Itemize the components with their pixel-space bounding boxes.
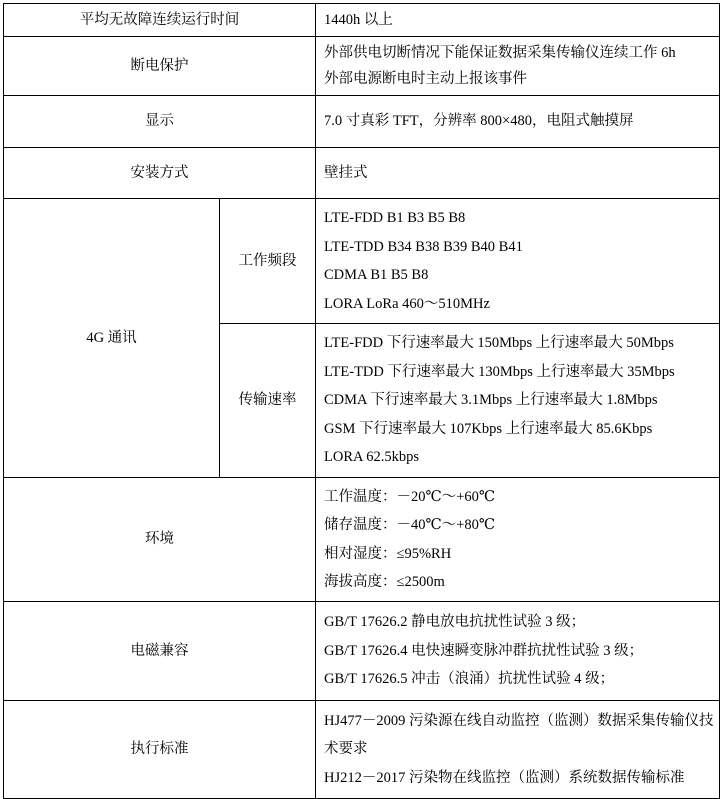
- value-line: 相对湿度：≤95%RH: [324, 545, 452, 562]
- row-value: [316, 199, 720, 324]
- table-row: [4, 96, 720, 147]
- value-line: 壁挂式: [324, 164, 368, 181]
- value-line: LTE-FDD 下行速率最大 150Mbps 上行速率最大 50Mbps: [324, 335, 674, 352]
- table-row: [4, 477, 720, 602]
- value-line: CDMA 下行速率最大 3.1Mbps 上行速率最大 1.8Mbps: [324, 392, 658, 409]
- value-line: 外部供电切断情况下能保证数据采集传输仪连续工作 6h: [324, 45, 676, 62]
- value-line: 术要求: [324, 741, 368, 758]
- value-line: HJ212－2017 污染物在线监控（监测）系统数据传输标准: [324, 769, 685, 786]
- row-label: 执行标准: [4, 700, 316, 798]
- value-line: LTE-TDD B34 B38 B39 B40 B41: [324, 238, 523, 255]
- row-value: [316, 37, 720, 96]
- value-line: CDMA B1 B5 B8: [324, 267, 429, 284]
- row-label: 断电保护: [4, 37, 316, 96]
- row-label: 电磁兼容: [4, 602, 316, 700]
- row-value: [316, 324, 720, 477]
- table-row: [4, 4, 720, 37]
- row-label: 显示: [4, 96, 316, 147]
- value-line: GB/T 17626.5 冲击（浪涌）抗扰性试验 4 级；: [324, 671, 615, 688]
- value-line: LTE-TDD 下行速率最大 130Mbps 上行速率最大 35Mbps: [324, 363, 675, 380]
- row-label: 安装方式: [4, 147, 316, 198]
- table-row: [4, 37, 720, 96]
- table-row: [4, 199, 720, 324]
- value-line: 工作温度：－20℃～+60℃: [324, 488, 496, 505]
- value-line: LORA 62.5kbps: [324, 449, 420, 466]
- value-line: LTE-FDD B1 B3 B5 B8: [324, 210, 466, 227]
- value-line: 外部电源断电时主动上报该事件: [324, 70, 527, 87]
- row-value: [316, 700, 720, 798]
- value-line: 7.0 寸真彩 TFT，分辨率 800×480，电阻式触摸屏: [324, 113, 634, 130]
- document-page: [0, 3, 723, 786]
- table-row: [4, 147, 720, 198]
- row-label: 4G 通讯: [4, 199, 220, 477]
- value-line: 海拔高度：≤2500m: [324, 573, 445, 590]
- row-value: [316, 96, 720, 147]
- value-line: LORA LoRa 460～510MHz: [324, 295, 490, 312]
- specification-table: [3, 3, 720, 799]
- row-value: [316, 4, 720, 37]
- row-sublabel: 传输速率: [220, 324, 316, 477]
- value-line: GB/T 17626.4 电快速瞬变脉冲群抗扰性试验 3 级；: [324, 642, 644, 659]
- value-line: 1440h 以上: [324, 12, 393, 28]
- row-value: [316, 477, 720, 602]
- value-line: HJ477－2009 污染源在线自动监控（监测）数据采集传输仪技: [324, 712, 714, 729]
- row-label: 环境: [4, 477, 316, 602]
- row-label: 平均无故障连续运行时间: [4, 4, 316, 37]
- row-sublabel: 工作频段: [220, 199, 316, 324]
- value-line: 储存温度：－40℃～+80℃: [324, 517, 496, 534]
- row-value: [316, 602, 720, 700]
- table-row: [4, 700, 720, 798]
- value-line: GB/T 17626.2 静电放电抗扰性试验 3 级；: [324, 614, 586, 631]
- value-line: GSM 下行速率最大 107Kbps 上行速率最大 85.6Kbps: [324, 420, 653, 437]
- table-row: [4, 602, 720, 700]
- row-value: [316, 147, 720, 198]
